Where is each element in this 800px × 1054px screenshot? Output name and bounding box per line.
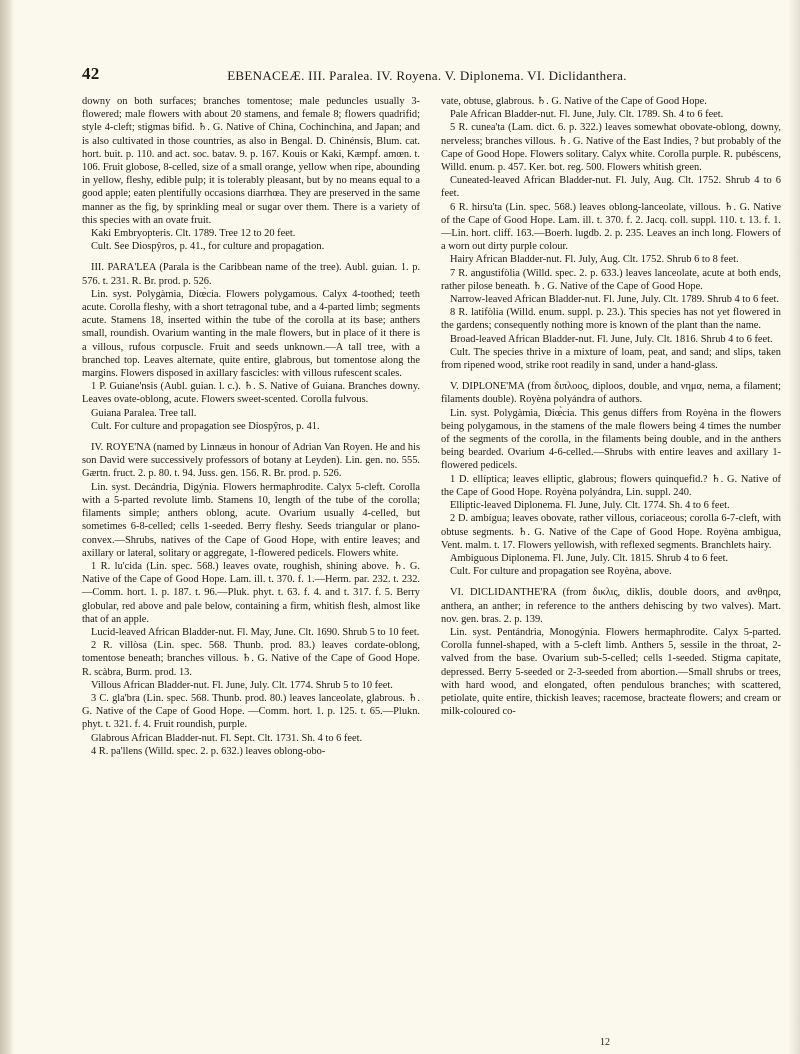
- paragraph: Kaki Embryopteris. Clt. 1789. Tree 12 to 20 feet.: [91, 228, 296, 240]
- paragraph: Ambiguous Diplonema. Fl. June, July. Clt. 1815. Shrub 4 to 6 feet.: [450, 552, 729, 564]
- paragraph: 3 C. gla'bra (Lin. spec. 568. Thunb. prod. 80.) leaves lanceolate, glabrous. ♄. G. Native of the Cape of Good Hope. —Comm. hort. 1. p. 125. t. 65.—Plukn. phyt. t. 321. f. 4. Fruit roundish, purple.: [82, 692, 420, 731]
- page-edge-shadow: [788, 0, 800, 1054]
- page-header: [82, 64, 772, 90]
- paragraph: 5 R. cunea'ta (Lam. dict. 6. p. 322.) leaves somewhat obovate-oblong, downy, nerveless; branches villous. ♄. G. Native of the East Indies, ? but probably of the Cape of Good Hope. Flowers solitary. Calyx white. Corolla purple. R. pubéscens, Willd. enum. p. 457. Ker. bot. reg. 500. Flowers whitish green.: [441, 122, 781, 174]
- paragraph: Glabrous African Bladder-nut. Fl. Sept. Clt. 1731. Sh. 4 to 6 feet.: [91, 732, 363, 744]
- running-title: EBENACEÆ. III. Paralea. IV. Royena. V. Diplonema. VI. Diclidanthera.: [227, 68, 627, 83]
- paragraph: 6 R. hirsu'ta (Lin. spec. 568.) leaves oblong-lanceolate, villous. ♄. G. Native of the Cape of Good Hope. Lam. ill. t. 370. f. 2. Jacq. coll. suppl. 110. t. 13. f. 1.—Lin. hort. cliff. 163.—Boerh. lugdb. 2. p. 235. Leaves an inch long. Flowers of a worn out dirty purple colour.: [441, 201, 781, 253]
- paragraph: 7 R. angustifòlia (Willd. spec. 2. p. 633.) leaves lanceolate, acute at both ends, rather pilose beneath. ♄. G. Native of the Cape of Good Hope.: [441, 267, 781, 292]
- paragraph: Villous African Bladder-nut. Fl. June, July. Clt. 1774. Shrub 5 to 10 feet.: [91, 679, 393, 691]
- genus-heading-diplonema: V. DIPLONE'MA (from διπλοος, diploos, double, and νημα, nema, a filament; filaments double). Royèna polyándra of authors.: [441, 381, 781, 406]
- paragraph: Lin. syst. Decándria, Digýnia. Flowers hermaphrodite. Calyx 5-cleft. Corolla with a 5-parted revolute limb. Stamens 10, length of the tube of the corolla; filaments simple; anthers oblong, acute. Ovarium usually 4-celled, but sometimes 6-8-celled; cells 1-seeded. Berry fleshy. Seeds triangular or plano-convex.—Shrubs, natives of the Cape of Good Hope, with entire leaves; and axillary or lateral, solitary or aggregate, 1-flowered pedicels. Flowers white.: [82, 481, 420, 559]
- paragraph: 2 D. ambígua; leaves obovate, rather villous, coriaceous; corolla 6-7-cleft, with obtuse segments. ♄. G. Native of the Cape of Good Hope. Royèna ambìgua, Vent. malm. t. 17. Flowers yellowish, with reflexed segments. Branchlets hairy.: [441, 513, 781, 551]
- paragraph: Guiana Paralea. Tree tall.: [91, 407, 197, 419]
- paragraph: Cult. For culture and propagation see Royèna, above.: [450, 566, 672, 578]
- paragraph: Lin. syst. Polygàmia, Diœ̀cia. This genus differs from Royèna in the flowers being polygamous, in the stamens of the male flowers being 4 times the number of the segments of the corolla, in the filaments being double, and in the anthers being bearded. Ovarium 4-6-celled.—Shrubs with entire leaves and axillary 1-flowered pedicels.: [441, 407, 781, 472]
- paragraph: Lin. syst. Pentándria, Monogýnia. Flowers hermaphrodite. Calyx 5-parted. Corolla funnel-shaped, with a 5-cleft limb. Anthers 5, sessile in the throat, 2-valved from the base. Ovarium sub-5-celled; cells 1-seeded. Stigma capitate, depressed. Berry 5-seeded or 2-3-seeded from abortion.—Small shrubs or trees, with hard wood, and elongated, often pendulous branches; with scattered, petiolate, quite entire, thickish leaves; racemose, bracteate flowers; and cream or milk-coloured co-: [441, 626, 781, 718]
- paragraph: 1 D. ellíptica; leaves elliptic, glabrous; flowers quinquefid.? ♄. G. Native of the Cape of Good Hope. Royèna polyándra, Lin. suppl. 240.: [441, 473, 781, 498]
- genus-heading-paralea: III. PARA'LEA (Parala is the Caribbean name of the tree). Aubl. guian. 1. p. 576. t. 231. R. Br. prod. p. 526.: [82, 262, 420, 287]
- paragraph: Pale African Bladder-nut. Fl. June, July. Clt. 1789. Sh. 4 to 6 feet.: [450, 109, 724, 121]
- paragraph: Broad-leaved African Bladder-nut. Fl. June, July. Clt. 1816. Shrub 4 to 6 feet.: [450, 333, 773, 345]
- paragraph: Cult. See Diospŷros, p. 41., for culture and propagation.: [91, 241, 325, 253]
- paragraph: Elliptic-leaved Diplonema. Fl. June, July. Clt. 1774. Sh. 4 to 6 feet.: [450, 500, 730, 512]
- paragraph: downy on both surfaces; branches tomentose; male peduncles usually 3-flowered; male flowers with about 20 stamens, and female 8; flowers quadrifid; style 4-cleft; stigmas bifid. ♄. G. Native of China, Cochinchina, and Japan; and is also cultivated in those countries, as also in Bengal. D. Chinénsis, Blum. cat. hort. buit. p. 110. and act. soc. batav. 9. p. 167. Kouis or Kaki, Kæmpf. amœn. t. 106. Fruit globose, 8-celled, size of a small orange, yellow when ripe, abounding in yellow, fleshy, edible pulp; it is tolerably pleasant, but by no means equal to a good apple; eaten plentifully occasions diarrhœa. They are preserved in the same manner as the fig, by sprinkling meal or sugar over them. There is a variety of this species with an ovate fruit.: [82, 96, 420, 226]
- paragraph: Narrow-leaved African Bladder-nut. Fl. June, July. Clt. 1789. Shrub 4 to 6 feet.: [450, 294, 779, 306]
- paragraph: 1 P. Guiane'nsis (Aubl. guian. l. c.). ♄. S. Native of Guiana. Branches downy. Leaves ovate-oblong, acute. Flowers sweet-scented. Corolla fulvous.: [82, 381, 420, 406]
- paragraph: Lucid-leaved African Bladder-nut. Fl. May, June. Clt. 1690. Shrub 5 to 10 feet.: [91, 626, 420, 638]
- paragraph: 1 R. lu'cida (Lin. spec. 568.) leaves ovate, roughish, shining above. ♄. G. Native of the Cape of Good Hope. Lam. ill. t. 370. f. 1.—Herm. par. 232. t. 232.—Comm. hort. 1. p. 187. t. 96.—Pluk. phyt. t. 63. f. 4. and t. 317. f. 5. Berry globular, red above and pale below, containing a firm, whitish flesh, almost like that of an apple.: [82, 560, 420, 625]
- paragraph: 8 R. latifòlia (Willd. enum. suppl. p. 23.). This species has not yet flowered in the gardens; consequently nothing more is known of the plant than the name.: [441, 307, 781, 332]
- page-binding-shadow: [0, 0, 14, 1054]
- genus-heading-royena: IV. ROYE'NA (named by Linnæus in honour of Adrian Van Royen. He and his son David were successively professors of botany at Leyden). Lin. gen. no. 555. Gærtn. fruct. 2. p. 80. t. 94. Juss. gen. 156. R. Br. prod. p. 526.: [82, 442, 420, 480]
- paragraph: 4 R. pa'llens (Willd. spec. 2. p. 632.) leaves oblong-obo-: [91, 745, 326, 757]
- right-column: [441, 95, 781, 718]
- left-column: [82, 95, 420, 758]
- paragraph: Cuneated-leaved African Bladder-nut. Fl. July, Aug. Clt. 1752. Shrub 4 to 6 feet.: [441, 175, 781, 200]
- paragraph: Hairy African Bladder-nut. Fl. July, Aug. Clt. 1752. Shrub 6 to 8 feet.: [450, 254, 739, 266]
- paragraph: Cult. For culture and propagation see Diospŷros, p. 41.: [91, 420, 320, 432]
- signature-mark: 12: [600, 1037, 610, 1048]
- paragraph: vate, obtuse, glabrous. ♄. G. Native of the Cape of Good Hope.: [441, 96, 707, 107]
- page-number: 42: [82, 64, 100, 83]
- paragraph: 2 R. villòsa (Lin. spec. 568. Thunb. prod. 83.) leaves cordate-oblong, tomentose beneath; branches villous. ♄. G. Native of the Cape of Good Hope. R. scàbra, Burm. prod. 13.: [82, 640, 420, 678]
- genus-heading-diclidanthera: VI. DICLIDANTHE'RA (from δικλις, diklis, double doors, and ανθηρα, anthera, an anther; in reference to the anthers dehiscing by two valves). Mart. nov. gen. bras. 2. p. 139.: [441, 587, 781, 625]
- paragraph: Lin. syst. Polygàmia, Diœ̀cia. Flowers polygamous. Calyx 4-toothed; teeth acute. Corolla fleshy, with a short tetragonal tube, and a 4-parted limb; segments acute. Stamens 18, inserted within the tube of the corolla at its base; anthers small, roundish. Ovarium wanting in the male flowers, but in place of it there is a villous, rufous corpuscle. Fruit and seeds unknown.—A tall tree, with a branched top. Leaves alternate, quite entire, glabrous, but tomentose along the margins. Flowers disposed in axillary fascicles: with villous rufescent scales.: [82, 288, 420, 380]
- paragraph: Cult. The species thrive in a mixture of loam, peat, and sand; and slips, taken from ripened wood, strike root readily in sand, under a hand-glass.: [441, 346, 781, 372]
